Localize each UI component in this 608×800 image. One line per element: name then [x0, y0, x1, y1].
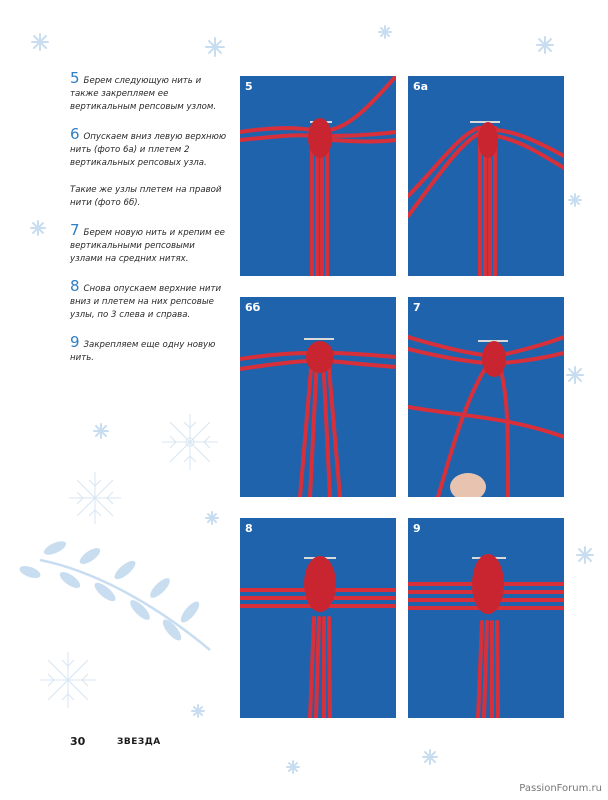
photo-8	[240, 518, 396, 718]
photo-6a	[408, 76, 564, 276]
step-text: Берем новую нить и крепим ее вертикальными репсовыми узлами на средних нитях.	[70, 228, 225, 264]
step-9	[70, 333, 230, 365]
step-number: 5	[70, 69, 80, 87]
instructions-column	[70, 69, 230, 379]
step-text: Закрепляем еще одну новую нить.	[70, 340, 216, 363]
step-6	[70, 125, 230, 170]
step-text: Снова опускаем верхние нити вниз и плетем на них репсовые узлы, по 3 слева и справа.	[70, 284, 222, 320]
running-title: ЗВЕЗДА	[117, 737, 161, 747]
photo-6b	[240, 297, 396, 497]
photo-label: 9	[413, 522, 421, 535]
macrame-thread-image	[240, 518, 396, 718]
step-number: 8	[70, 277, 80, 295]
macrame-thread-image	[408, 297, 564, 497]
watermark: PassionForum.ru	[519, 783, 602, 794]
photo-label: 7	[413, 301, 421, 314]
photo-label: 6б	[245, 301, 261, 314]
step-5	[70, 69, 230, 114]
step-7	[70, 221, 230, 266]
step-text: Такие же узлы плетем на правой нити (фото 6б).	[70, 185, 222, 208]
macrame-thread-image	[240, 297, 396, 497]
photo-label: 5	[245, 80, 253, 93]
macrame-thread-image	[408, 76, 564, 276]
macrame-thread-image	[408, 518, 564, 718]
step-number: 9	[70, 333, 80, 351]
macrame-thread-image	[240, 76, 396, 276]
page-number: 30	[70, 735, 86, 748]
photo-9	[408, 518, 564, 718]
step-number: 7	[70, 221, 80, 239]
step-number: 6	[70, 125, 80, 143]
step-text: Опускаем вниз левую верхнюю нить (фото 6а) и плетем 2 вертикальных репсовых узла.	[70, 132, 227, 168]
step-6-note	[70, 184, 230, 210]
photo-label: 6а	[413, 80, 429, 93]
photo-5	[240, 76, 396, 276]
step-text: Берем следующую нить и также закрепляем ее вертикальным репсовым узлом.	[70, 76, 217, 112]
photo-label: 8	[245, 522, 253, 535]
step-8	[70, 277, 230, 322]
photo-7	[408, 297, 564, 497]
